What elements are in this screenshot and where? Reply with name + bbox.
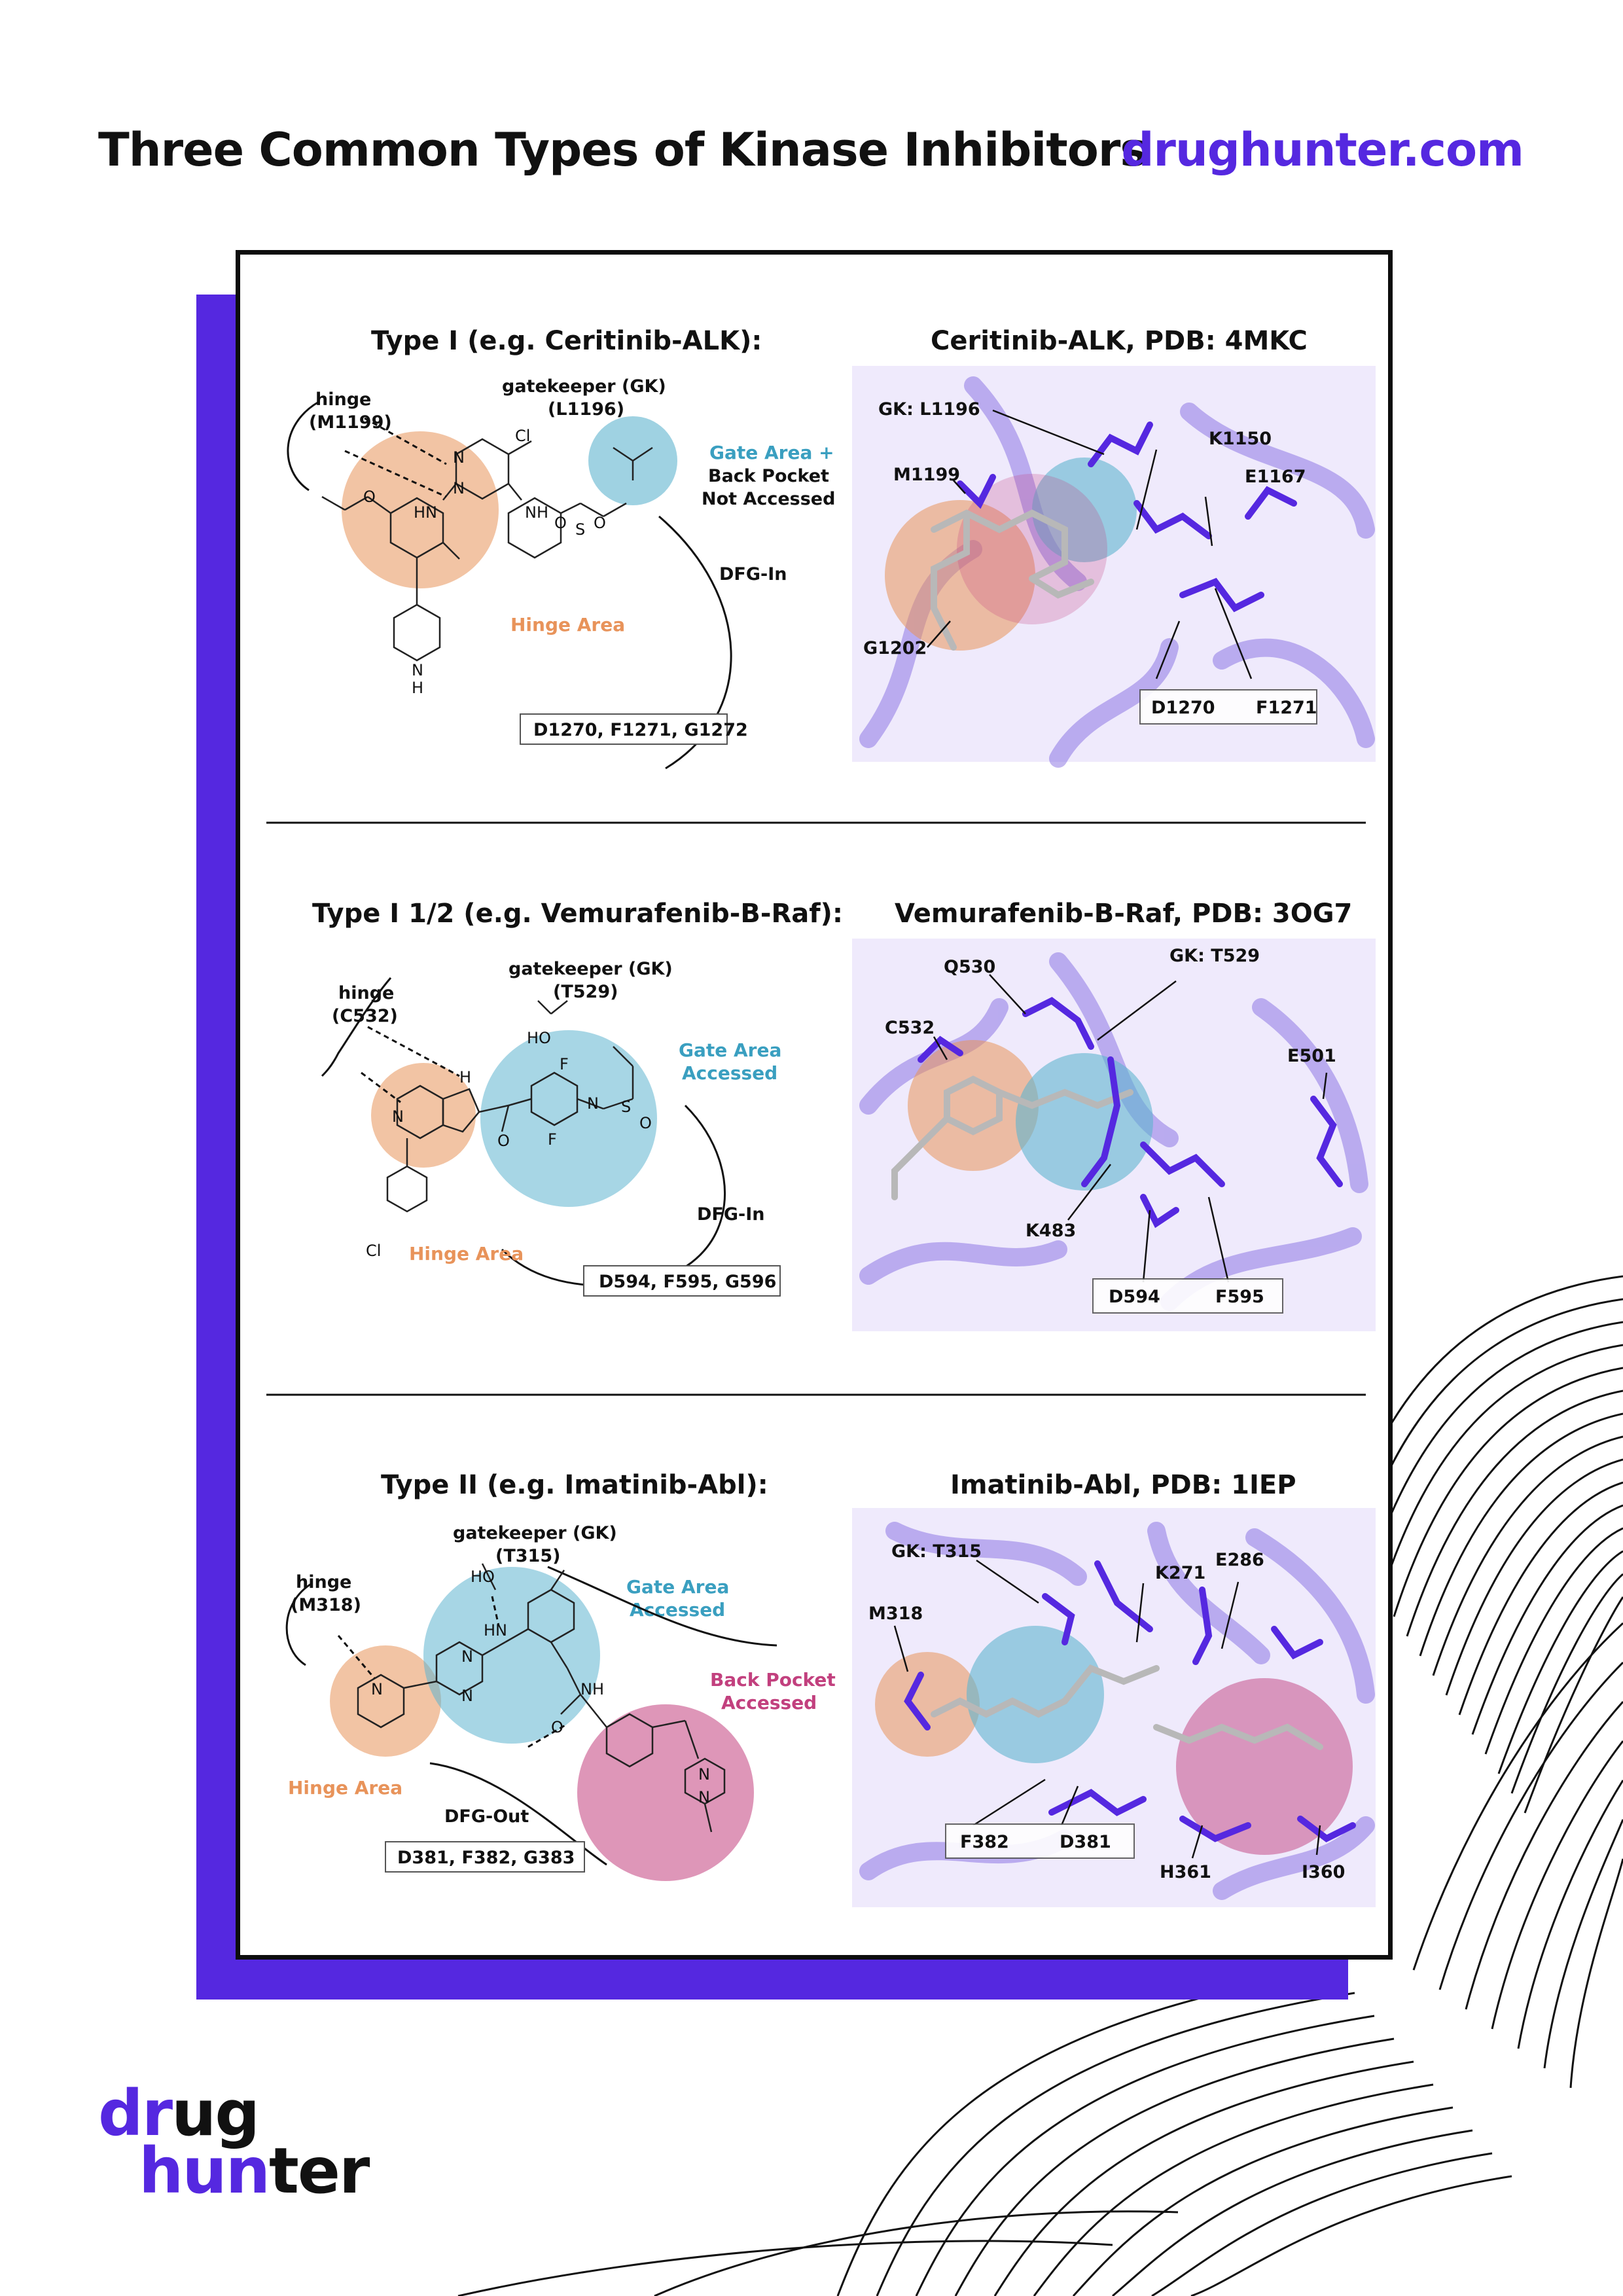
diagram-title: Type II (e.g. Imatinib-Abl):	[381, 1470, 768, 1500]
residue-label-d: D594	[1109, 1287, 1160, 1307]
gate-area-circle	[1016, 1053, 1153, 1191]
residue-label-f: F1271	[1256, 698, 1317, 718]
residue-label-k: K271	[1155, 1563, 1206, 1583]
section-type-2	[287, 1470, 1376, 1907]
hinge-area-label: Hinge Area	[288, 1777, 403, 1799]
drughunter-logo[interactable]	[98, 2077, 369, 2208]
residue-label-f: F382	[960, 1832, 1009, 1852]
atom-n: N	[453, 479, 465, 497]
ligand-area-circle	[957, 474, 1107, 624]
residue-label-m: M318	[868, 1604, 923, 1624]
residue-label-e: E286	[1215, 1550, 1264, 1570]
residue-label-m: M1199	[893, 465, 961, 485]
gate-area-label: Gate Area +	[709, 442, 834, 463]
residue-label-k: K1150	[1209, 429, 1272, 449]
hinge-residue: (C532)	[332, 1006, 398, 1026]
residue-label-k: K483	[1026, 1221, 1077, 1241]
gatekeeper-residue: (T315)	[495, 1546, 561, 1566]
dfg-residue-text: D381, F382, G383	[397, 1848, 575, 1868]
accessed-label: Accessed	[630, 1599, 726, 1621]
back-pocket-accessed-label: Accessed	[721, 1692, 817, 1713]
residue-label-e: E1167	[1245, 467, 1306, 487]
gate-area-circle	[480, 1030, 657, 1207]
section-type-1-half	[312, 899, 1376, 1331]
atom-ho: HO	[471, 1568, 495, 1586]
residue-label-d: D381	[1060, 1832, 1111, 1852]
atom-n: N	[698, 1788, 710, 1806]
atom-n: N	[461, 1687, 473, 1705]
atom-cl: Cl	[515, 427, 531, 445]
back-pocket-circle	[577, 1704, 754, 1881]
not-accessed-label: Not Accessed	[702, 489, 836, 509]
dfg-label: DFG-Out	[444, 1806, 529, 1827]
hinge-label: hinge	[296, 1572, 352, 1592]
atom-o: O	[551, 1718, 563, 1736]
atom-n: N	[698, 1765, 710, 1784]
back-pocket-label: Back Pocket	[708, 466, 829, 486]
residue-label-c: C532	[885, 1018, 935, 1038]
atom-o: O	[497, 1132, 510, 1150]
dfg-residue-text: D594, F595, G596	[599, 1272, 777, 1292]
back-pocket-label: Back Pocket	[710, 1669, 836, 1691]
gatekeeper-label: gatekeeper (GK)	[453, 1523, 617, 1543]
dfg-label: DFG-In	[697, 1204, 765, 1225]
gatekeeper-residue: (T529)	[553, 982, 618, 1002]
atom-cl: Cl	[366, 1242, 382, 1260]
logo-line-2: hunter	[139, 2134, 369, 2208]
atom-hn: HN	[414, 503, 437, 522]
diagram-title: Type I 1/2 (e.g. Vemurafenib-B-Raf):	[312, 899, 843, 929]
figure-canvas	[240, 255, 1388, 1955]
hinge-area-label: Hinge Area	[510, 614, 626, 636]
atom-ho: HO	[527, 1029, 551, 1047]
atom-o: O	[554, 514, 567, 532]
atom-h: H	[459, 1068, 472, 1086]
gate-area-circle	[967, 1626, 1104, 1763]
site-link[interactable]: drughunter.com	[1121, 123, 1524, 177]
hinge-residue: (M318)	[291, 1595, 361, 1615]
atom-f: F	[548, 1130, 557, 1149]
atom-nh: NH	[580, 1680, 604, 1698]
residue-label-g: G1202	[863, 638, 927, 658]
atom-s: S	[575, 520, 586, 539]
hinge-area-label: Hinge Area	[409, 1243, 524, 1265]
hinge-label: hinge	[315, 389, 372, 410]
gatekeeper-label: gatekeeper (GK)	[508, 959, 673, 979]
hinge-label: hinge	[338, 983, 395, 1003]
page-title: Three Common Types of Kinase Inhibitors	[98, 123, 1147, 177]
diagram-title: Type I (e.g. Ceritinib-ALK):	[371, 326, 762, 356]
residue-label-h: H361	[1160, 1862, 1211, 1882]
atom-f: F	[560, 1055, 569, 1073]
structure-title: Ceritinib-ALK, PDB: 4MKC	[931, 326, 1308, 356]
hinge-residue: (M1199)	[309, 412, 392, 433]
atom-o: O	[639, 1114, 652, 1132]
residue-label-d: D1270	[1151, 698, 1215, 718]
atom-n: N	[453, 448, 465, 467]
atom-s: S	[621, 1098, 632, 1116]
dfg-label: DFG-In	[719, 564, 787, 584]
residue-label-gk: GK: T315	[891, 1541, 982, 1562]
atom-hn: HN	[484, 1621, 507, 1640]
residue-label-i: I360	[1302, 1862, 1346, 1882]
structure-title: Vemurafenib-B-Raf, PDB: 3OG7	[895, 899, 1353, 929]
section-type-1	[288, 326, 1376, 768]
figure-panel	[236, 250, 1393, 1960]
atom-n: N	[461, 1647, 473, 1666]
atom-h: H	[412, 679, 424, 697]
gate-area-circle	[423, 1567, 600, 1744]
accessed-label: Accessed	[682, 1062, 778, 1084]
structure-title: Imatinib-Abl, PDB: 1IEP	[950, 1470, 1296, 1500]
residue-label-q: Q530	[944, 957, 996, 977]
gatekeeper-residue: (L1196)	[548, 399, 625, 420]
atom-n: N	[587, 1094, 599, 1113]
gatekeeper-label: gatekeeper (GK)	[502, 376, 666, 397]
residue-label-e: E501	[1287, 1046, 1336, 1066]
residue-label-gk: GK: L1196	[878, 399, 980, 420]
residue-label-gk: GK: T529	[1169, 946, 1260, 966]
residue-label-f: F595	[1215, 1287, 1264, 1307]
atom-n: N	[412, 661, 423, 679]
atom-nh: NH	[525, 503, 548, 522]
gate-area-label: Gate Area	[626, 1576, 730, 1598]
atom-o: O	[363, 488, 376, 506]
gate-area-label: Gate Area	[679, 1039, 782, 1061]
atom-n: N	[371, 1680, 383, 1698]
dfg-residue-text: D1270, F1271, G1272	[533, 720, 748, 740]
atom-n: N	[392, 1107, 404, 1126]
atom-o: O	[594, 514, 606, 532]
logo-line-1: drug	[98, 2077, 259, 2150]
